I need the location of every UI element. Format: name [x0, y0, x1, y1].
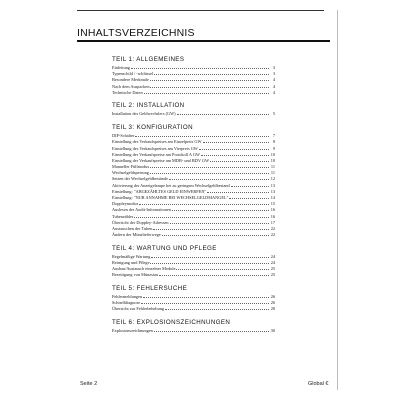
dot-leader — [165, 309, 269, 310]
toc-entry-label: Einstellung: "NUR ANNAHME BEI WECHSELGELDMANGEL" — [112, 195, 229, 200]
toc-entry-page: 11 — [270, 164, 275, 170]
top-rule — [77, 10, 324, 11]
toc-entry-label: Manueller Füllmodus — [112, 164, 150, 170]
toc-entry — [112, 232, 275, 238]
dot-leader — [176, 269, 269, 270]
dot-leader — [159, 275, 269, 276]
toc-entry-label: Setzen der Wechselgeldbestände — [112, 176, 168, 182]
dot-leader — [172, 210, 269, 211]
toc-entry-label: Einstellung: "ABGEZÄHLTES GELD EINWERFEN" — [112, 188, 207, 194]
toc-section — [112, 245, 275, 279]
section-heading: TEIL 4: WARTUNG UND PFLEGE — [112, 244, 217, 252]
toc-entry — [112, 90, 275, 96]
toc-entry-page: 28 — [270, 306, 275, 312]
dot-leader — [151, 257, 269, 258]
toc-entry-page: 24 — [270, 253, 275, 259]
toc-entry-label: Fehlermeldungen — [112, 294, 143, 300]
toc-entry-label: Tubenzähler — [112, 213, 134, 219]
toc-entry-label: Auslesen der Audit-Informationen — [112, 207, 171, 213]
toc-entry-page: 17 — [270, 219, 275, 225]
dot-leader — [169, 179, 269, 180]
toc-entry-page: 10 — [270, 151, 275, 157]
dot-leader — [143, 297, 269, 298]
toc-entry-label: Beseitigung von Münzstau — [112, 272, 159, 278]
dot-leader — [201, 155, 269, 156]
toc-entry-page: 13 — [270, 188, 275, 194]
toc-section — [112, 56, 275, 96]
dot-leader — [177, 114, 269, 115]
dot-leader — [170, 223, 269, 224]
toc-entry-label: Nach dem Auspacken — [112, 83, 150, 89]
toc-entry-label: Ändern der Münzlieferwege — [112, 232, 161, 238]
page-number-footer: Seite 2 — [80, 381, 98, 387]
toc-entry-label: Doppleymodus — [112, 201, 139, 207]
toc-section — [112, 285, 275, 313]
toc-entry — [112, 272, 275, 278]
dot-leader — [203, 142, 269, 143]
toc-entry-page: 25 — [270, 266, 275, 272]
toc-entry-label: Übersicht zur Fehlerbehebung — [112, 306, 165, 312]
dot-leader — [134, 217, 269, 218]
section-heading: TEIL 1: ALLGEMEINES — [112, 56, 185, 63]
toc-entry-page: 5 — [272, 111, 275, 117]
toc-entry-label: Einstellung des Verkaufspreises am Vierpreis GW — [112, 145, 198, 151]
toc-entry-label: Einstellung der Verkaufspreise am MDB- und BDV GW — [112, 157, 210, 163]
dot-leader — [141, 303, 269, 304]
product-footer: Global € — [308, 381, 329, 387]
toc-entry-page: 3 — [272, 65, 275, 70]
toc-section — [112, 319, 275, 334]
dot-leader — [150, 173, 269, 174]
dot-leader — [153, 229, 269, 230]
dot-leader — [229, 198, 269, 199]
dot-leader — [150, 87, 269, 88]
dot-leader — [154, 74, 269, 75]
toc-entry — [112, 328, 275, 334]
dot-leader — [207, 192, 269, 193]
dot-leader — [162, 235, 269, 236]
toc-entry-label: Aktivierung der Anzeigelampe bei zu geringem Wechselgeldbestand — [112, 182, 230, 188]
toc-entry — [112, 306, 275, 312]
toc-entry-page: 4 — [272, 83, 275, 89]
toc-entry-label: Austauschen der Tuben — [112, 225, 153, 231]
toc-entry-page: 14 — [270, 195, 275, 200]
toc-entry-label: Besondere Merkmale — [112, 77, 149, 83]
section-heading: TEIL 2: INSTALLATION — [112, 102, 185, 110]
dot-leader — [139, 204, 269, 205]
toc-entry-page: 30 — [270, 328, 275, 334]
dot-leader — [150, 80, 269, 81]
toc-entry-page: 13 — [270, 182, 275, 188]
toc-entry-label: Installation des Geldwechslers (GW) — [112, 111, 176, 117]
toc-entry-label: Ausbau/Austausch einzelner Module — [112, 266, 176, 272]
document-title: INHALTSVERZEICHNIS — [77, 27, 195, 39]
toc-entry-label: Regelmäßige Wartung — [112, 253, 151, 259]
toc-entry-page: 25 — [270, 272, 275, 278]
toc-entry-page: 24 — [270, 260, 275, 265]
toc-entry-label: Einleitung — [112, 65, 130, 70]
toc-entry-label: Schnelldiagnose — [112, 300, 141, 306]
toc-entry-page: 7 — [272, 133, 275, 139]
toc-entry-page: 8 — [272, 139, 275, 145]
dot-leader — [131, 68, 269, 69]
toc-entry-label: Übersicht der Doppley-Adressen — [112, 219, 169, 225]
dot-leader — [154, 331, 269, 332]
dot-leader — [135, 136, 269, 137]
toc-entry-page: 26 — [270, 300, 275, 306]
toc-entry-label: Einstellung des Verkaufspreises am Einzelpreis GW — [112, 139, 202, 145]
toc-entry-label: Typenschild / -schlüssel — [112, 71, 154, 77]
toc-entry-label: Wechselgeldsperrung — [112, 170, 149, 176]
dot-leader — [199, 149, 269, 150]
toc-entry-page: 15 — [270, 201, 275, 207]
title-underline — [77, 40, 330, 42]
toc-entry-page: 26 — [270, 294, 275, 300]
toc-entry-label: DIP-Schalter — [112, 133, 135, 139]
toc-entry-page: 9 — [272, 145, 275, 151]
toc-section — [112, 124, 275, 238]
dot-leader — [210, 161, 269, 162]
toc-entry-label: Einstellung der Verkaufspreise am Protokoll A GW — [112, 151, 200, 157]
toc-entry-page: 22 — [270, 232, 275, 238]
toc-entry-label: Technische Daten — [112, 89, 143, 95]
section-heading: TEIL 5: FEHLERSUCHE — [112, 285, 188, 293]
toc-section — [112, 102, 275, 117]
toc-entry-page: 4 — [272, 89, 275, 95]
table-of-contents — [112, 56, 275, 341]
toc-entry-page: 12 — [270, 176, 275, 182]
section-heading: TEIL 6: EXPLOSIONSZEICHNUNGEN — [112, 319, 231, 327]
toc-entry-label: Reinigung und Pflege — [112, 260, 150, 265]
toc-entry-page: 16 — [270, 207, 275, 213]
toc-entry-page: 22 — [270, 225, 275, 231]
dot-leader — [144, 93, 269, 94]
toc-entry-page: 16 — [270, 213, 275, 219]
dot-leader — [150, 263, 269, 264]
toc-entry-page: 3 — [272, 71, 275, 77]
dot-leader — [150, 167, 269, 168]
toc-entry-page: 10 — [270, 157, 275, 163]
toc-entry-page: 4 — [272, 77, 275, 83]
dot-leader — [231, 186, 269, 187]
toc-entry-page: 11 — [270, 170, 275, 176]
section-heading: TEIL 3: KONFIGURATION — [112, 124, 193, 132]
toc-entry-label: Explosionszeichnungen — [112, 328, 153, 334]
toc-entry — [112, 111, 275, 117]
page-edge-line — [337, 10, 338, 390]
